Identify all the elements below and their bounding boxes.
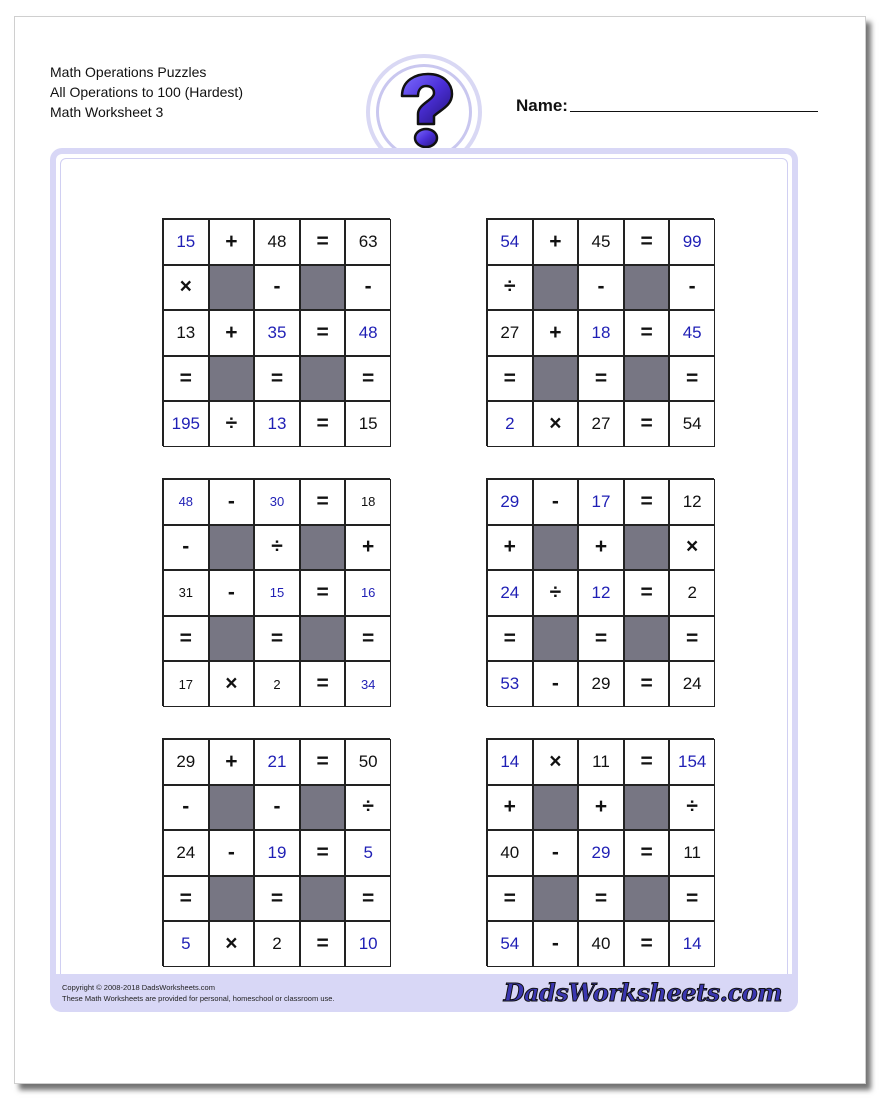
number-cell: 2 <box>254 921 300 967</box>
question-mark-icon <box>388 72 460 152</box>
operator-cell: × <box>209 661 255 707</box>
number-cell: 48 <box>254 219 300 265</box>
operator-cell: = <box>300 661 346 707</box>
number-cell: 13 <box>254 401 300 447</box>
operator-cell: × <box>533 401 579 447</box>
operator-cell: ÷ <box>345 785 391 831</box>
number-cell: 54 <box>487 219 533 265</box>
operator-cell: - <box>209 830 255 876</box>
operator-cell: = <box>163 356 209 402</box>
operator-cell: = <box>163 616 209 662</box>
operator-cell: - <box>533 661 579 707</box>
worksheet-number: Math Worksheet 3 <box>50 104 164 120</box>
operator-cell: × <box>163 265 209 311</box>
number-cell: 48 <box>345 310 391 356</box>
number-cell: 48 <box>163 479 209 525</box>
number-cell: 54 <box>487 921 533 967</box>
shaded-cell <box>533 876 579 922</box>
number-cell: 34 <box>345 661 391 707</box>
operator-cell: - <box>163 525 209 571</box>
number-cell: 18 <box>345 479 391 525</box>
shaded-cell <box>533 265 579 311</box>
operator-cell: = <box>578 616 624 662</box>
operator-cell: = <box>345 356 391 402</box>
number-cell: 5 <box>163 921 209 967</box>
number-cell: 45 <box>669 310 715 356</box>
number-cell: 50 <box>345 739 391 785</box>
operator-cell: = <box>300 479 346 525</box>
shaded-cell <box>624 785 670 831</box>
shaded-cell <box>209 265 255 311</box>
operator-cell: = <box>624 219 670 265</box>
operator-cell: = <box>624 661 670 707</box>
operator-cell: = <box>624 570 670 616</box>
shaded-cell <box>300 785 346 831</box>
number-cell: 195 <box>163 401 209 447</box>
number-cell: 29 <box>578 661 624 707</box>
puzzle-grid-1 <box>162 218 390 446</box>
number-cell: 31 <box>163 570 209 616</box>
operator-cell: = <box>345 616 391 662</box>
shaded-cell <box>624 525 670 571</box>
number-cell: 24 <box>669 661 715 707</box>
shaded-cell <box>300 616 346 662</box>
number-cell: 63 <box>345 219 391 265</box>
number-cell: 29 <box>578 830 624 876</box>
puzzle-grid-3 <box>162 478 390 706</box>
operator-cell: + <box>209 739 255 785</box>
operator-cell: + <box>578 785 624 831</box>
name-field[interactable] <box>516 96 818 116</box>
shaded-cell <box>533 525 579 571</box>
number-cell: 24 <box>163 830 209 876</box>
worksheet-title: Math Operations Puzzles <box>50 64 207 80</box>
operator-cell: - <box>578 265 624 311</box>
operator-cell: = <box>300 830 346 876</box>
number-cell: 29 <box>163 739 209 785</box>
operator-cell: = <box>669 876 715 922</box>
name-label: Name: <box>516 96 568 115</box>
shaded-cell <box>533 616 579 662</box>
footer-copyright-block <box>62 982 335 1004</box>
puzzle-grid-4 <box>486 478 714 706</box>
number-cell: 14 <box>487 739 533 785</box>
operator-cell: - <box>254 785 300 831</box>
shaded-cell <box>533 785 579 831</box>
number-cell: 30 <box>254 479 300 525</box>
operator-cell: = <box>254 356 300 402</box>
shaded-cell <box>209 876 255 922</box>
operator-cell: - <box>209 570 255 616</box>
shaded-cell <box>533 356 579 402</box>
operator-cell: = <box>300 739 346 785</box>
number-cell: 14 <box>669 921 715 967</box>
operator-cell: + <box>533 219 579 265</box>
puzzle-grid-2 <box>486 218 714 446</box>
number-cell: 17 <box>163 661 209 707</box>
number-cell: 54 <box>669 401 715 447</box>
operator-cell: = <box>624 479 670 525</box>
shaded-cell <box>209 616 255 662</box>
operator-cell: = <box>254 876 300 922</box>
operator-cell: = <box>578 356 624 402</box>
copyright-text: Copyright © 2008-2018 DadsWorksheets.com <box>62 983 215 992</box>
operator-cell: = <box>300 310 346 356</box>
operator-cell: - <box>533 830 579 876</box>
operator-cell: = <box>624 830 670 876</box>
number-cell: 2 <box>254 661 300 707</box>
operator-cell: + <box>533 310 579 356</box>
operator-cell: + <box>487 525 533 571</box>
operator-cell: - <box>669 265 715 311</box>
puzzle-grid-6 <box>486 738 714 966</box>
shaded-cell <box>209 525 255 571</box>
footer-band <box>50 974 798 1012</box>
operator-cell: - <box>533 479 579 525</box>
operator-cell: = <box>669 356 715 402</box>
worksheet-subtitle: All Operations to 100 (Hardest) <box>50 84 243 100</box>
operator-cell: = <box>624 921 670 967</box>
number-cell: 2 <box>487 401 533 447</box>
number-cell: 17 <box>578 479 624 525</box>
number-cell: 154 <box>669 739 715 785</box>
operator-cell: ÷ <box>533 570 579 616</box>
operator-cell: = <box>624 310 670 356</box>
shaded-cell <box>624 265 670 311</box>
number-cell: 5 <box>345 830 391 876</box>
operator-cell: = <box>487 876 533 922</box>
operator-cell: + <box>345 525 391 571</box>
operator-cell: + <box>578 525 624 571</box>
number-cell: 16 <box>345 570 391 616</box>
shaded-cell <box>624 616 670 662</box>
operator-cell: + <box>209 219 255 265</box>
shaded-cell <box>300 525 346 571</box>
operator-cell: ÷ <box>209 401 255 447</box>
operator-cell: × <box>669 525 715 571</box>
dadsworksheets-logo: DadsWorksheets.com <box>503 978 782 1007</box>
operator-cell: = <box>300 401 346 447</box>
operator-cell: × <box>533 739 579 785</box>
operator-cell: ÷ <box>254 525 300 571</box>
operator-cell: ÷ <box>487 265 533 311</box>
number-cell: 10 <box>345 921 391 967</box>
operator-cell: = <box>578 876 624 922</box>
number-cell: 40 <box>487 830 533 876</box>
number-cell: 15 <box>345 401 391 447</box>
puzzle-grid-5 <box>162 738 390 966</box>
number-cell: 18 <box>578 310 624 356</box>
operator-cell: = <box>624 401 670 447</box>
shaded-cell <box>209 785 255 831</box>
shaded-cell <box>300 876 346 922</box>
worksheet-title-block <box>50 62 243 122</box>
number-cell: 11 <box>669 830 715 876</box>
shaded-cell <box>209 356 255 402</box>
number-cell: 29 <box>487 479 533 525</box>
number-cell: 15 <box>254 570 300 616</box>
operator-cell: - <box>533 921 579 967</box>
operator-cell: = <box>300 570 346 616</box>
shaded-cell <box>624 356 670 402</box>
shaded-cell <box>624 876 670 922</box>
operator-cell: × <box>209 921 255 967</box>
number-cell: 12 <box>669 479 715 525</box>
number-cell: 53 <box>487 661 533 707</box>
shaded-cell <box>300 265 346 311</box>
number-cell: 2 <box>669 570 715 616</box>
number-cell: 45 <box>578 219 624 265</box>
operator-cell: = <box>487 356 533 402</box>
number-cell: 21 <box>254 739 300 785</box>
operator-cell: = <box>163 876 209 922</box>
number-cell: 35 <box>254 310 300 356</box>
number-cell: 13 <box>163 310 209 356</box>
number-cell: 11 <box>578 739 624 785</box>
operator-cell: = <box>300 921 346 967</box>
number-cell: 40 <box>578 921 624 967</box>
operator-cell: + <box>487 785 533 831</box>
number-cell: 27 <box>487 310 533 356</box>
number-cell: 15 <box>163 219 209 265</box>
operator-cell: = <box>487 616 533 662</box>
operator-cell: ÷ <box>669 785 715 831</box>
operator-cell: - <box>163 785 209 831</box>
operator-cell: = <box>300 219 346 265</box>
operator-cell: = <box>345 876 391 922</box>
name-underline <box>570 110 818 112</box>
operator-cell: = <box>669 616 715 662</box>
usage-notice: These Math Worksheets are provided for personal, homeschool or classroom use. <box>62 994 335 1003</box>
operator-cell: - <box>254 265 300 311</box>
number-cell: 12 <box>578 570 624 616</box>
number-cell: 19 <box>254 830 300 876</box>
operator-cell: + <box>209 310 255 356</box>
operator-cell: - <box>209 479 255 525</box>
number-cell: 24 <box>487 570 533 616</box>
operator-cell: - <box>345 265 391 311</box>
operator-cell: = <box>254 616 300 662</box>
shaded-cell <box>300 356 346 402</box>
number-cell: 99 <box>669 219 715 265</box>
number-cell: 27 <box>578 401 624 447</box>
operator-cell: = <box>624 739 670 785</box>
